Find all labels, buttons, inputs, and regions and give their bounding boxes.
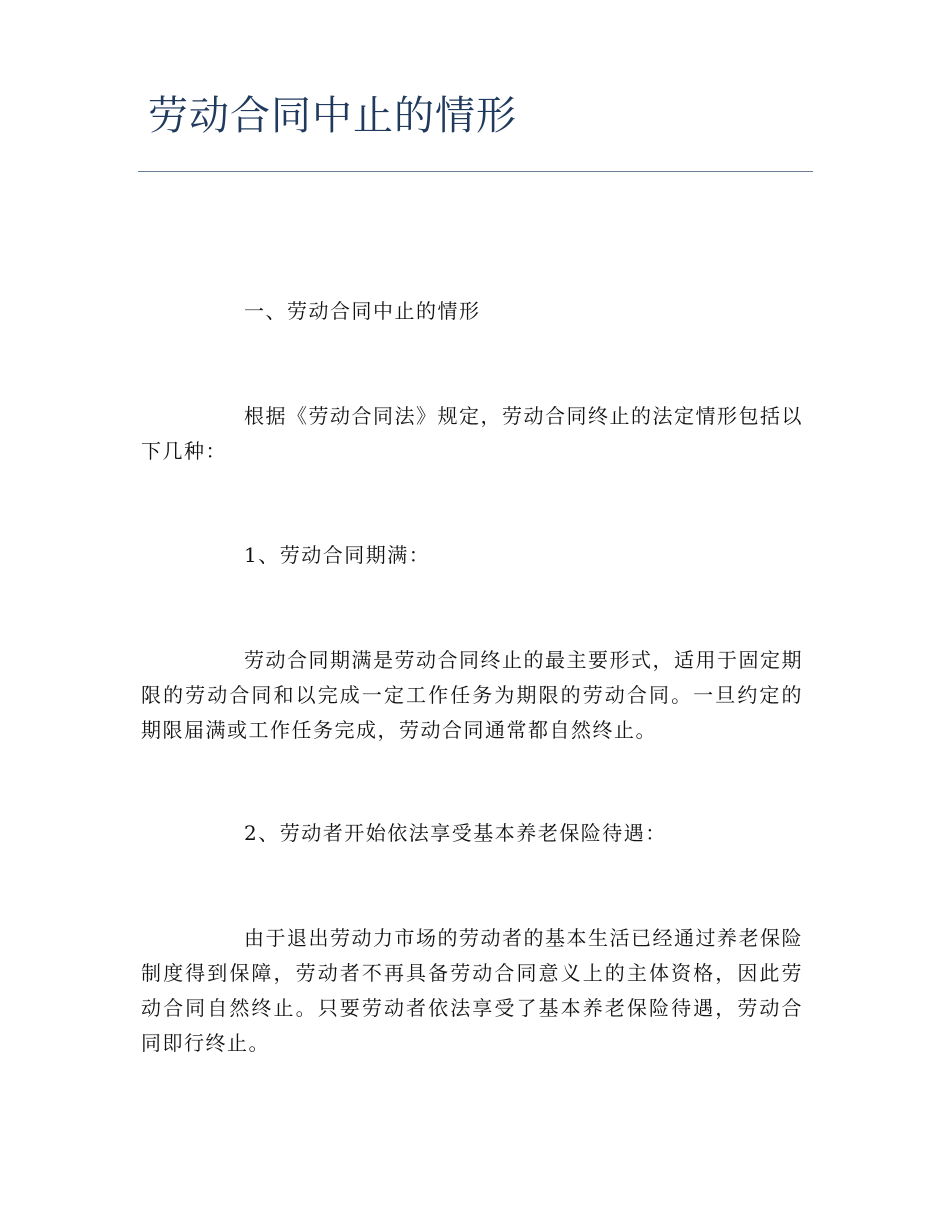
page-title: 劳动合同中止的情形: [148, 93, 517, 139]
intro-paragraph: 根据《劳动合同法》规定，劳动合同终止的法定情形包括以下几种：: [141, 404, 803, 463]
title-divider: [138, 171, 813, 172]
section-heading: 一、劳动合同中止的情形: [244, 299, 481, 323]
item-1-heading: 1、劳动合同期满：: [244, 543, 431, 567]
item-2-paragraph: 由于退出劳动力市场的劳动者的基本生活已经通过养老保险制度得到保障，劳动者不再具备劳动合同意义上的主体资格，因此劳动合同自然终止。只要劳动者依法享受了基本养老保险待遇，劳动合同即行终止。: [141, 926, 803, 1055]
item-2-heading: 2、劳动者开始依法享受基本养老保险待遇：: [244, 821, 667, 845]
item-1-paragraph: 劳动合同期满是劳动合同终止的最主要形式，适用于固定期限的劳动合同和以完成一定工作任务为期限的劳动合同。一旦约定的期限届满或工作任务完成，劳动合同通常都自然终止。: [141, 648, 803, 742]
